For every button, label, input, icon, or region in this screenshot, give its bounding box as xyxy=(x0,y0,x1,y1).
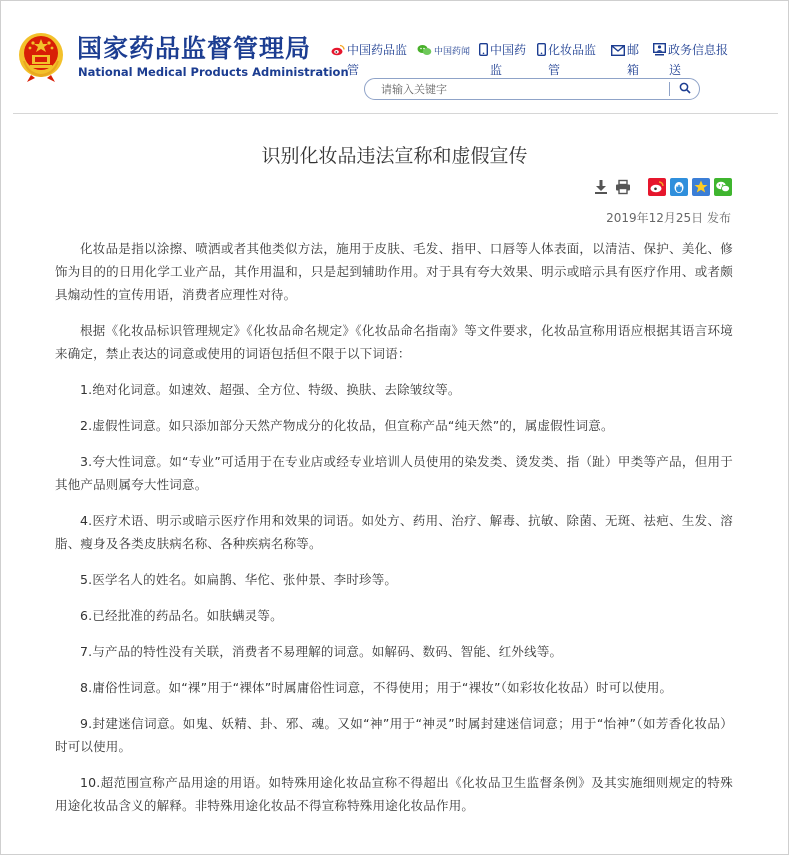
article-body xyxy=(55,237,733,830)
favorite-share-icon xyxy=(692,178,710,196)
nav-label: 化妆品监 xyxy=(548,43,597,57)
article-paragraph: 9.封建迷信词意。如鬼、妖精、卦、邪、魂。又如“神”用于“神灵”时属封建迷信词意；用于“怡神”（如芳香化妆品）时可以使用。 xyxy=(55,716,733,754)
national-emblem-icon[interactable] xyxy=(17,31,65,83)
share-favorite-button[interactable] xyxy=(691,178,711,198)
nav-label: 中国药闻 xyxy=(434,47,471,57)
article-paragraph: 6.已经批准的药品名。如肤螨灵等。 xyxy=(80,608,283,623)
print-button[interactable] xyxy=(613,178,633,198)
nav-label-2: 监 xyxy=(490,63,503,77)
site-header xyxy=(1,1,788,113)
nav-label: 政务信息报 xyxy=(668,43,729,57)
nav-label: 邮 xyxy=(627,43,640,57)
nav-label-2: 管 xyxy=(347,63,360,77)
article-paragraph: 7.与产品的特性没有关联，消费者不易理解的词意。如解码、数码、智能、红外线等。 xyxy=(80,644,563,659)
share-weibo-button[interactable] xyxy=(647,178,667,198)
search-input[interactable] xyxy=(381,81,661,97)
print-icon xyxy=(615,179,631,195)
weibo-share-icon xyxy=(648,178,666,196)
nav-label: 中国药 xyxy=(490,43,527,57)
article-paragraph: 化妆品是指以涂擦、喷洒或者其他类似方法，施用于皮肤、毛发、指甲、口唇等人体表面，以清洁、保护、美化、修饰为目的的日用化学工业产品，其作用温和，只是起到辅助作用。对于具有夸大效果、明示或暗示具有医疗作用、或者颇具煽动性的宣传用语，消费者应理性对待。 xyxy=(55,241,733,302)
article-paragraph: 5.医学名人的姓名。如扁鹊、华佗、张仲景、李时珍等。 xyxy=(80,572,398,587)
weibo-icon xyxy=(331,44,345,56)
article-paragraph: 2.虚假性词意。如只添加部分天然产物成分的化妆品，但宣称产品“纯天然”的，属虚假性词意。 xyxy=(80,418,614,433)
person-icon xyxy=(653,43,666,56)
wechat-icon xyxy=(417,44,432,56)
nav-label: 中国药品监 xyxy=(347,43,408,57)
article-paragraph: 4.医疗术语、明示或暗示医疗作用和效果的词语。如处方、药用、治疗、解毒、抗敏、除菌、无斑、祛疤、生发、溶脂、瘦身及各类皮肤病名称、各种疾病名称等。 xyxy=(55,513,733,551)
article-paragraph: 1.绝对化词意。如速效、超强、全方位、特级、换肤、去除皱纹等。 xyxy=(80,382,461,397)
share-qzone-button[interactable] xyxy=(669,178,689,198)
article-paragraph: 8.庸俗性词意。如“裸”用于“裸体”时属庸俗性词意，不得使用；用于“裸妆”（如彩妆化妆品）时可以使用。 xyxy=(80,680,673,695)
article-title: 识别化妆品违法宣称和虚假宣传 xyxy=(261,145,528,167)
mail-icon xyxy=(611,45,625,56)
share-wechat-button[interactable] xyxy=(713,178,733,198)
nav-item-drug-news[interactable] xyxy=(417,39,470,63)
search-button[interactable] xyxy=(673,80,697,98)
article-paragraph: 3.夸大性词意。如“专业”可适用于在专业店或经专业培训人员使用的染发类、烫发类、指（趾）甲类等产品，但用于其他产品则属夸大性词意。 xyxy=(55,454,733,492)
nav-label-2: 送 xyxy=(669,63,682,77)
mobile-icon xyxy=(479,43,488,56)
nav-item-mailbox[interactable] xyxy=(611,39,640,77)
article-paragraph: 根据《化妆品标识管理规定》《化妆品命名规定》《化妆品命名指南》等文件要求，化妆品宣称用语应根据其语言环境来确定，禁止表达的词意或使用的词语包括但不限于以下词语： xyxy=(55,323,733,361)
nav-item-drug-weibo[interactable] xyxy=(331,39,408,77)
nav-item-cosmetics-mobile[interactable] xyxy=(537,39,597,77)
article-paragraph: 10.超范围宣称产品用途的用语。如特殊用途化妆品宣称不得超出《化妆品卫生监督条例》及其实施细则规定的特殊用途化妆品含义的解释。非特殊用途化妆品不得宣称特殊用途化妆品作用。 xyxy=(55,775,733,813)
nav-item-gov-info[interactable] xyxy=(653,39,729,77)
search-divider xyxy=(669,82,670,96)
nav-item-drug-mobile[interactable] xyxy=(479,39,527,77)
publish-date: 2019年12月25日 发布 xyxy=(606,211,731,225)
header-divider xyxy=(13,113,778,114)
nav-label-2: 箱 xyxy=(627,63,640,77)
search-icon xyxy=(679,82,691,94)
download-icon xyxy=(593,179,609,195)
search-box xyxy=(364,78,700,100)
qzone-share-icon xyxy=(670,178,688,196)
nav-label-2: 管 xyxy=(548,63,561,77)
wechat-share-icon xyxy=(714,178,732,196)
site-name-cn[interactable]: 国家药品监督管理局 xyxy=(77,34,312,63)
download-button[interactable] xyxy=(591,178,611,198)
site-name-en[interactable]: National Medical Products Administration xyxy=(78,65,349,79)
mobile-icon xyxy=(537,43,546,56)
